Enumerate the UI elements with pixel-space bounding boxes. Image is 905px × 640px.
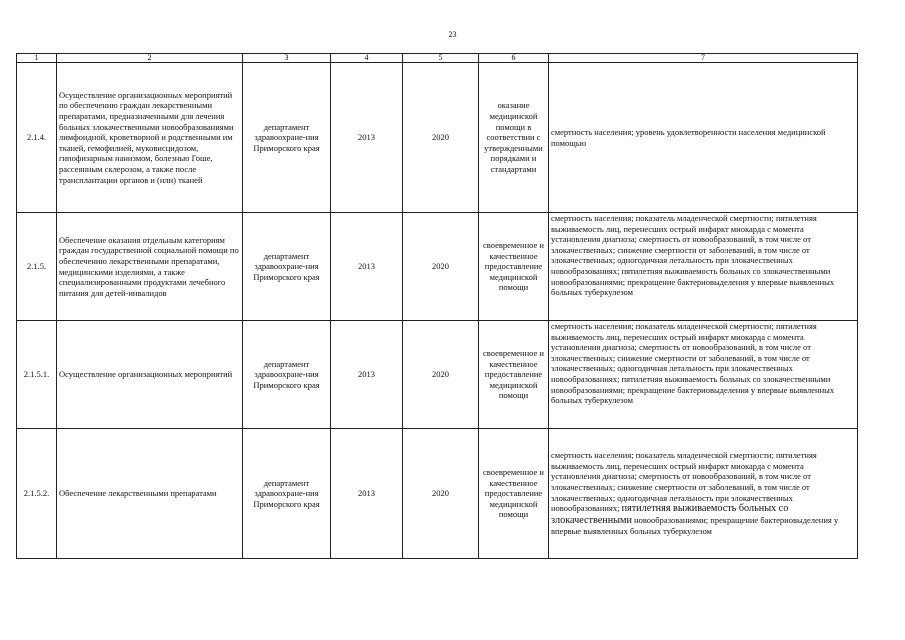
row-number: 2.1.5.1. xyxy=(17,321,57,429)
indicators xyxy=(549,429,858,559)
page-number: 23 xyxy=(448,30,457,39)
column-number: 7 xyxy=(549,54,858,63)
indicators: смертность населения; уровень удовлетворенности населения медицинской помощью xyxy=(549,63,858,213)
indicators-text: смертность населения; показатель младенческой смертности; пятилетняя выживаемость лиц, перенесших острый инфаркт миокарда с момента установления диагноза; смертность от новообразований, в том числе от злокачественных; снижение смертности от заболеваний, в том числе от злокачественных; одногодичная летальность при злокачественных новообразованиях; пятилетняя выживаемость больных со злокачественными новообразованиями; прекращение бактериовыделения у впервые выявленных больных туберкулезом xyxy=(551,213,835,298)
measure-name: Осуществление организационных мероприятий по обеспечению граждан лекарственными препаратами, предназначенными для лечения больных злокачественными новообразованиями лимфоидной, кроветворной и родственными им тканей, гемофилией, муковисцидозом, гипофизарным нанизмом, болезнью Гоше, рассеянным склерозом, а также после трансплантации органов и (или) тканей xyxy=(57,63,243,213)
table-row xyxy=(17,213,858,321)
start-year: 2013 xyxy=(331,321,403,429)
row-number: 2.1.4. xyxy=(17,63,57,213)
indicators xyxy=(549,321,858,429)
expected-result: своевременное и качественное предоставление медицинской помощи xyxy=(479,213,549,321)
measure-name: Осуществление организационных мероприятий xyxy=(57,321,243,429)
indicators xyxy=(549,213,858,321)
column-number: 5 xyxy=(403,54,479,63)
end-year: 2020 xyxy=(403,63,479,213)
column-number: 2 xyxy=(57,54,243,63)
executor: департамент здравоохране-ния Приморского края xyxy=(243,429,331,559)
table-row xyxy=(17,321,858,429)
end-year: 2020 xyxy=(403,321,479,429)
indicators-text-part: пятилетняя выживаемость больных со злокачественными xyxy=(551,503,789,526)
expected-result: своевременное и качественное предоставление медицинской помощи xyxy=(479,429,549,559)
measure-name: Обеспечение оказания отдельным категориям граждан государственной социальной помощи по обеспечению лекарственными препаратами, медицинскими изделиями, а также специализированными продуктами лечебного питания для детей-инвалидов xyxy=(57,213,243,321)
indicators-text-part: новообразованиями; прекращение бактериовыделения у впервые выявленных больных туберкулезом xyxy=(551,514,839,537)
column-number: 4 xyxy=(331,54,403,63)
row-number: 2.1.5.2. xyxy=(17,429,57,559)
table-row xyxy=(17,63,858,213)
row-number: 2.1.5. xyxy=(17,213,57,321)
column-number-row xyxy=(17,54,858,63)
start-year: 2013 xyxy=(331,63,403,213)
column-number: 1 xyxy=(17,54,57,63)
indicators-text: смертность населения; показатель младенческой смертности; пятилетняя выживаемость лиц, перенесших острый инфаркт миокарда с момента установления диагноза; смертность от новообразований, в том числе от злокачественных; снижение смертности от заболеваний, в том числе от злокачественных; одногодичная летальность при злокачественных новообразованиях; пятилетняя выживаемость больных со злокачественными новообразованиями; прекращение бактериовыделения у впервые выявленных больных туберкулезом xyxy=(551,321,835,406)
expected-result: своевременное и качественное предоставление медицинской помощи xyxy=(479,321,549,429)
measure-name: Обеспечение лекарственными препаратами xyxy=(57,429,243,559)
table-row xyxy=(17,429,858,559)
column-number: 6 xyxy=(479,54,549,63)
executor: департамент здравоохране-ния Приморского края xyxy=(243,63,331,213)
executor: департамент здравоохране-ния Приморского края xyxy=(243,321,331,429)
indicators-text-part: смертность населения; показатель младенческой смертности; пятилетняя выживаемость лиц, перенесших острый инфаркт миокарда с момента установления диагноза; смертность от новообразований, в том числе от злокачественных; снижение смертности от заболеваний, в том числе от злокачественных; одногодичная летальность при злокачественных новообразованиях; xyxy=(551,450,817,514)
expected-result: оказание медицинской помощи в соответствии с утвержденными порядками и стандартами xyxy=(479,63,549,213)
plan-table xyxy=(16,53,858,559)
end-year: 2020 xyxy=(403,213,479,321)
end-year: 2020 xyxy=(403,429,479,559)
start-year: 2013 xyxy=(331,429,403,559)
column-number: 3 xyxy=(243,54,331,63)
executor: департамент здравоохране-ния Приморского края xyxy=(243,213,331,321)
start-year: 2013 xyxy=(331,213,403,321)
